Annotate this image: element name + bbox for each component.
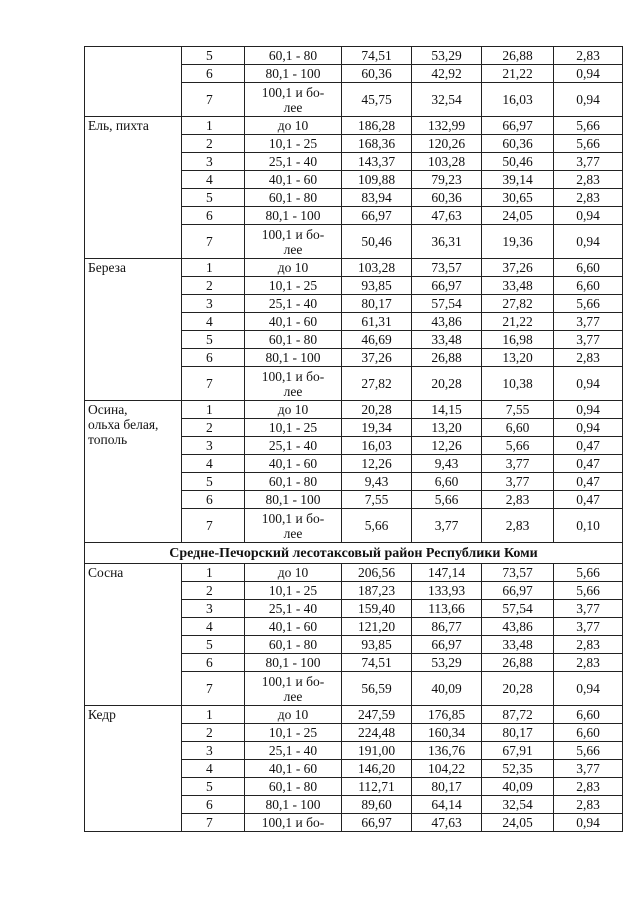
class-cell: 4 (182, 455, 245, 473)
diameter-cell: 10,1 - 25 (245, 419, 342, 437)
rate-medium-cell: 53,29 (412, 47, 482, 65)
rate-large-cell: 89,60 (342, 796, 412, 814)
diameter-cell: 80,1 - 100 (245, 207, 342, 225)
rate-large-cell: 74,51 (342, 654, 412, 672)
diameter-cell: 10,1 - 25 (245, 724, 342, 742)
rate-medium-cell: 9,43 (412, 455, 482, 473)
diameter-cell: 80,1 - 100 (245, 654, 342, 672)
diameter-cell: 25,1 - 40 (245, 600, 342, 618)
rate-small-cell: 10,38 (482, 367, 554, 401)
rate-large-cell: 56,59 (342, 672, 412, 706)
rate-medium-cell: 176,85 (412, 706, 482, 724)
rate-small-cell: 20,28 (482, 672, 554, 706)
diameter-cell: 60,1 - 80 (245, 189, 342, 207)
rate-medium-cell: 132,99 (412, 117, 482, 135)
diameter-cell: 60,1 - 80 (245, 778, 342, 796)
rate-large-cell: 112,71 (342, 778, 412, 796)
diameter-cell: 10,1 - 25 (245, 582, 342, 600)
rate-firewood-cell: 0,47 (554, 473, 623, 491)
rate-small-cell: 43,86 (482, 618, 554, 636)
diameter-cell: 60,1 - 80 (245, 47, 342, 65)
rate-medium-cell: 103,28 (412, 153, 482, 171)
rate-medium-cell: 12,26 (412, 437, 482, 455)
rate-large-cell: 27,82 (342, 367, 412, 401)
rate-large-cell: 109,88 (342, 171, 412, 189)
rate-firewood-cell: 5,66 (554, 742, 623, 760)
rate-small-cell: 27,82 (482, 295, 554, 313)
species-cell: Осина, ольха белая, тополь (85, 401, 182, 543)
rate-firewood-cell: 3,77 (554, 760, 623, 778)
rate-firewood-cell: 6,60 (554, 259, 623, 277)
rate-firewood-cell: 2,83 (554, 654, 623, 672)
rate-large-cell: 9,43 (342, 473, 412, 491)
rate-small-cell: 60,36 (482, 135, 554, 153)
class-cell: 1 (182, 401, 245, 419)
class-cell: 5 (182, 778, 245, 796)
rate-medium-cell: 47,63 (412, 814, 482, 832)
rate-small-cell: 3,77 (482, 455, 554, 473)
diameter-cell: 25,1 - 40 (245, 437, 342, 455)
rate-firewood-cell: 5,66 (554, 135, 623, 153)
rate-small-cell: 24,05 (482, 814, 554, 832)
rate-medium-cell: 66,97 (412, 277, 482, 295)
class-cell: 4 (182, 171, 245, 189)
rate-medium-cell: 26,88 (412, 349, 482, 367)
rate-large-cell: 103,28 (342, 259, 412, 277)
diameter-cell: 60,1 - 80 (245, 473, 342, 491)
rate-firewood-cell: 3,77 (554, 600, 623, 618)
rate-firewood-cell: 0,94 (554, 367, 623, 401)
rate-small-cell: 39,14 (482, 171, 554, 189)
rate-small-cell: 16,98 (482, 331, 554, 349)
table-row (85, 564, 623, 582)
rate-large-cell: 187,23 (342, 582, 412, 600)
rate-large-cell: 16,03 (342, 437, 412, 455)
diameter-cell: 40,1 - 60 (245, 313, 342, 331)
rate-small-cell: 33,48 (482, 636, 554, 654)
class-cell: 7 (182, 814, 245, 832)
rate-medium-cell: 3,77 (412, 509, 482, 543)
species-cell: Кедр (85, 706, 182, 832)
diameter-cell: 80,1 - 100 (245, 796, 342, 814)
class-cell: 6 (182, 349, 245, 367)
rate-medium-cell: 66,97 (412, 636, 482, 654)
class-cell: 2 (182, 724, 245, 742)
rate-large-cell: 143,37 (342, 153, 412, 171)
class-cell: 4 (182, 618, 245, 636)
rate-firewood-cell: 3,77 (554, 313, 623, 331)
rate-firewood-cell: 2,83 (554, 778, 623, 796)
rate-small-cell: 5,66 (482, 437, 554, 455)
rate-firewood-cell: 0,94 (554, 672, 623, 706)
rate-medium-cell: 113,66 (412, 600, 482, 618)
class-cell: 2 (182, 135, 245, 153)
table-row (85, 47, 623, 65)
rate-large-cell: 93,85 (342, 636, 412, 654)
rate-small-cell: 30,65 (482, 189, 554, 207)
rate-small-cell: 2,83 (482, 491, 554, 509)
rate-firewood-cell: 2,83 (554, 636, 623, 654)
rate-large-cell: 20,28 (342, 401, 412, 419)
class-cell: 6 (182, 654, 245, 672)
rate-small-cell: 37,26 (482, 259, 554, 277)
table-row (85, 117, 623, 135)
diameter-cell: 40,1 - 60 (245, 618, 342, 636)
rate-medium-cell: 160,34 (412, 724, 482, 742)
diameter-cell: 10,1 - 25 (245, 277, 342, 295)
diameter-cell: 100,1 и бо- лее (245, 509, 342, 543)
class-cell: 1 (182, 564, 245, 582)
rate-firewood-cell: 2,83 (554, 349, 623, 367)
rate-small-cell: 52,35 (482, 760, 554, 778)
rate-firewood-cell: 5,66 (554, 582, 623, 600)
rate-firewood-cell: 5,66 (554, 564, 623, 582)
price-rate-table (84, 46, 623, 832)
rate-large-cell: 186,28 (342, 117, 412, 135)
rate-firewood-cell: 2,83 (554, 796, 623, 814)
diameter-cell: 80,1 - 100 (245, 65, 342, 83)
rate-medium-cell: 57,54 (412, 295, 482, 313)
rate-large-cell: 224,48 (342, 724, 412, 742)
diameter-cell: 80,1 - 100 (245, 349, 342, 367)
rate-medium-cell: 120,26 (412, 135, 482, 153)
rate-firewood-cell: 0,47 (554, 437, 623, 455)
diameter-cell: 25,1 - 40 (245, 153, 342, 171)
class-cell: 6 (182, 796, 245, 814)
rate-medium-cell: 53,29 (412, 654, 482, 672)
diameter-cell: до 10 (245, 401, 342, 419)
species-cell: Сосна (85, 564, 182, 706)
rate-medium-cell: 20,28 (412, 367, 482, 401)
diameter-cell: 100,1 и бо- лее (245, 225, 342, 259)
rate-firewood-cell: 0,94 (554, 401, 623, 419)
diameter-cell: 40,1 - 60 (245, 455, 342, 473)
rate-medium-cell: 40,09 (412, 672, 482, 706)
rate-small-cell: 66,97 (482, 582, 554, 600)
rate-firewood-cell: 0,94 (554, 83, 623, 117)
rate-small-cell: 24,05 (482, 207, 554, 225)
species-cell: Ель, пихта (85, 117, 182, 259)
rate-small-cell: 57,54 (482, 600, 554, 618)
diameter-cell: до 10 (245, 259, 342, 277)
rate-large-cell: 247,59 (342, 706, 412, 724)
rate-medium-cell: 43,86 (412, 313, 482, 331)
rate-medium-cell: 86,77 (412, 618, 482, 636)
diameter-cell: 60,1 - 80 (245, 636, 342, 654)
rate-small-cell: 3,77 (482, 473, 554, 491)
species-cell (85, 47, 182, 117)
rate-small-cell: 40,09 (482, 778, 554, 796)
rate-medium-cell: 14,15 (412, 401, 482, 419)
rate-firewood-cell: 2,83 (554, 47, 623, 65)
diameter-cell: 25,1 - 40 (245, 295, 342, 313)
diameter-cell: до 10 (245, 706, 342, 724)
rate-firewood-cell: 5,66 (554, 117, 623, 135)
rate-small-cell: 16,03 (482, 83, 554, 117)
rate-small-cell: 32,54 (482, 796, 554, 814)
diameter-cell: 100,1 и бо- лее (245, 83, 342, 117)
rate-large-cell: 46,69 (342, 331, 412, 349)
class-cell: 5 (182, 189, 245, 207)
rate-large-cell: 121,20 (342, 618, 412, 636)
rate-large-cell: 37,26 (342, 349, 412, 367)
rate-small-cell: 19,36 (482, 225, 554, 259)
diameter-cell: 100,1 и бо- лее (245, 367, 342, 401)
rate-firewood-cell: 0,94 (554, 65, 623, 83)
class-cell: 1 (182, 117, 245, 135)
rate-medium-cell: 42,92 (412, 65, 482, 83)
rate-firewood-cell: 6,60 (554, 706, 623, 724)
class-cell: 4 (182, 313, 245, 331)
class-cell: 3 (182, 742, 245, 760)
rate-medium-cell: 136,76 (412, 742, 482, 760)
class-cell: 1 (182, 259, 245, 277)
rate-medium-cell: 133,93 (412, 582, 482, 600)
rate-firewood-cell: 0,94 (554, 814, 623, 832)
class-cell: 2 (182, 582, 245, 600)
rate-firewood-cell: 0,10 (554, 509, 623, 543)
rate-firewood-cell: 0,47 (554, 491, 623, 509)
rate-large-cell: 83,94 (342, 189, 412, 207)
rate-large-cell: 66,97 (342, 207, 412, 225)
rate-medium-cell: 36,31 (412, 225, 482, 259)
rate-large-cell: 12,26 (342, 455, 412, 473)
diameter-cell: до 10 (245, 117, 342, 135)
rate-large-cell: 19,34 (342, 419, 412, 437)
rate-small-cell: 13,20 (482, 349, 554, 367)
rate-firewood-cell: 0,94 (554, 207, 623, 225)
rate-medium-cell: 5,66 (412, 491, 482, 509)
rate-large-cell: 168,36 (342, 135, 412, 153)
rate-medium-cell: 47,63 (412, 207, 482, 225)
rate-large-cell: 191,00 (342, 742, 412, 760)
rate-firewood-cell: 3,77 (554, 618, 623, 636)
rate-small-cell: 26,88 (482, 47, 554, 65)
rate-firewood-cell: 6,60 (554, 277, 623, 295)
diameter-cell: 10,1 - 25 (245, 135, 342, 153)
class-cell: 7 (182, 225, 245, 259)
rate-medium-cell: 80,17 (412, 778, 482, 796)
class-cell: 6 (182, 207, 245, 225)
rate-large-cell: 5,66 (342, 509, 412, 543)
rate-large-cell: 93,85 (342, 277, 412, 295)
rate-small-cell: 2,83 (482, 509, 554, 543)
rate-firewood-cell: 2,83 (554, 189, 623, 207)
rate-small-cell: 21,22 (482, 65, 554, 83)
class-cell: 2 (182, 419, 245, 437)
rate-large-cell: 74,51 (342, 47, 412, 65)
class-cell: 7 (182, 367, 245, 401)
rate-medium-cell: 33,48 (412, 331, 482, 349)
rate-small-cell: 21,22 (482, 313, 554, 331)
rate-large-cell: 146,20 (342, 760, 412, 778)
rate-firewood-cell: 0,94 (554, 225, 623, 259)
class-cell: 2 (182, 277, 245, 295)
diameter-cell: 100,1 и бо- лее (245, 672, 342, 706)
class-cell: 1 (182, 706, 245, 724)
diameter-cell: 40,1 - 60 (245, 171, 342, 189)
rate-small-cell: 80,17 (482, 724, 554, 742)
rate-large-cell: 66,97 (342, 814, 412, 832)
rate-small-cell: 73,57 (482, 564, 554, 582)
rate-large-cell: 50,46 (342, 225, 412, 259)
class-cell: 7 (182, 672, 245, 706)
diameter-cell: 80,1 - 100 (245, 491, 342, 509)
rate-medium-cell: 13,20 (412, 419, 482, 437)
rate-firewood-cell: 5,66 (554, 295, 623, 313)
rate-large-cell: 159,40 (342, 600, 412, 618)
class-cell: 3 (182, 295, 245, 313)
rate-firewood-cell: 2,83 (554, 171, 623, 189)
class-cell: 7 (182, 509, 245, 543)
table-row (85, 706, 623, 724)
diameter-cell: 60,1 - 80 (245, 331, 342, 349)
rate-firewood-cell: 3,77 (554, 153, 623, 171)
rate-medium-cell: 73,57 (412, 259, 482, 277)
section-heading: Средне-Печорский лесотаксовый район Республики Коми (85, 543, 623, 564)
rate-large-cell: 61,31 (342, 313, 412, 331)
rate-medium-cell: 6,60 (412, 473, 482, 491)
class-cell: 5 (182, 47, 245, 65)
rate-large-cell: 45,75 (342, 83, 412, 117)
class-cell: 7 (182, 83, 245, 117)
class-cell: 6 (182, 491, 245, 509)
rate-small-cell: 33,48 (482, 277, 554, 295)
rate-large-cell: 60,36 (342, 65, 412, 83)
rate-small-cell: 6,60 (482, 419, 554, 437)
class-cell: 3 (182, 153, 245, 171)
rate-large-cell: 7,55 (342, 491, 412, 509)
rate-small-cell: 66,97 (482, 117, 554, 135)
diameter-cell: 40,1 - 60 (245, 760, 342, 778)
diameter-cell: до 10 (245, 564, 342, 582)
class-cell: 6 (182, 65, 245, 83)
class-cell: 5 (182, 331, 245, 349)
class-cell: 3 (182, 600, 245, 618)
class-cell: 5 (182, 636, 245, 654)
rate-medium-cell: 79,23 (412, 171, 482, 189)
rate-large-cell: 206,56 (342, 564, 412, 582)
table-row (85, 401, 623, 419)
rate-firewood-cell: 6,60 (554, 724, 623, 742)
rate-small-cell: 50,46 (482, 153, 554, 171)
rate-small-cell: 26,88 (482, 654, 554, 672)
rate-medium-cell: 147,14 (412, 564, 482, 582)
rate-small-cell: 67,91 (482, 742, 554, 760)
rate-firewood-cell: 0,47 (554, 455, 623, 473)
rate-small-cell: 7,55 (482, 401, 554, 419)
rate-firewood-cell: 0,94 (554, 419, 623, 437)
rate-large-cell: 80,17 (342, 295, 412, 313)
rate-medium-cell: 64,14 (412, 796, 482, 814)
class-cell: 5 (182, 473, 245, 491)
rate-medium-cell: 104,22 (412, 760, 482, 778)
rate-medium-cell: 32,54 (412, 83, 482, 117)
species-cell: Береза (85, 259, 182, 401)
rate-medium-cell: 60,36 (412, 189, 482, 207)
class-cell: 3 (182, 437, 245, 455)
rate-small-cell: 87,72 (482, 706, 554, 724)
table-row (85, 259, 623, 277)
rate-firewood-cell: 3,77 (554, 331, 623, 349)
diameter-cell: 25,1 - 40 (245, 742, 342, 760)
diameter-cell: 100,1 и бо- (245, 814, 342, 832)
class-cell: 4 (182, 760, 245, 778)
